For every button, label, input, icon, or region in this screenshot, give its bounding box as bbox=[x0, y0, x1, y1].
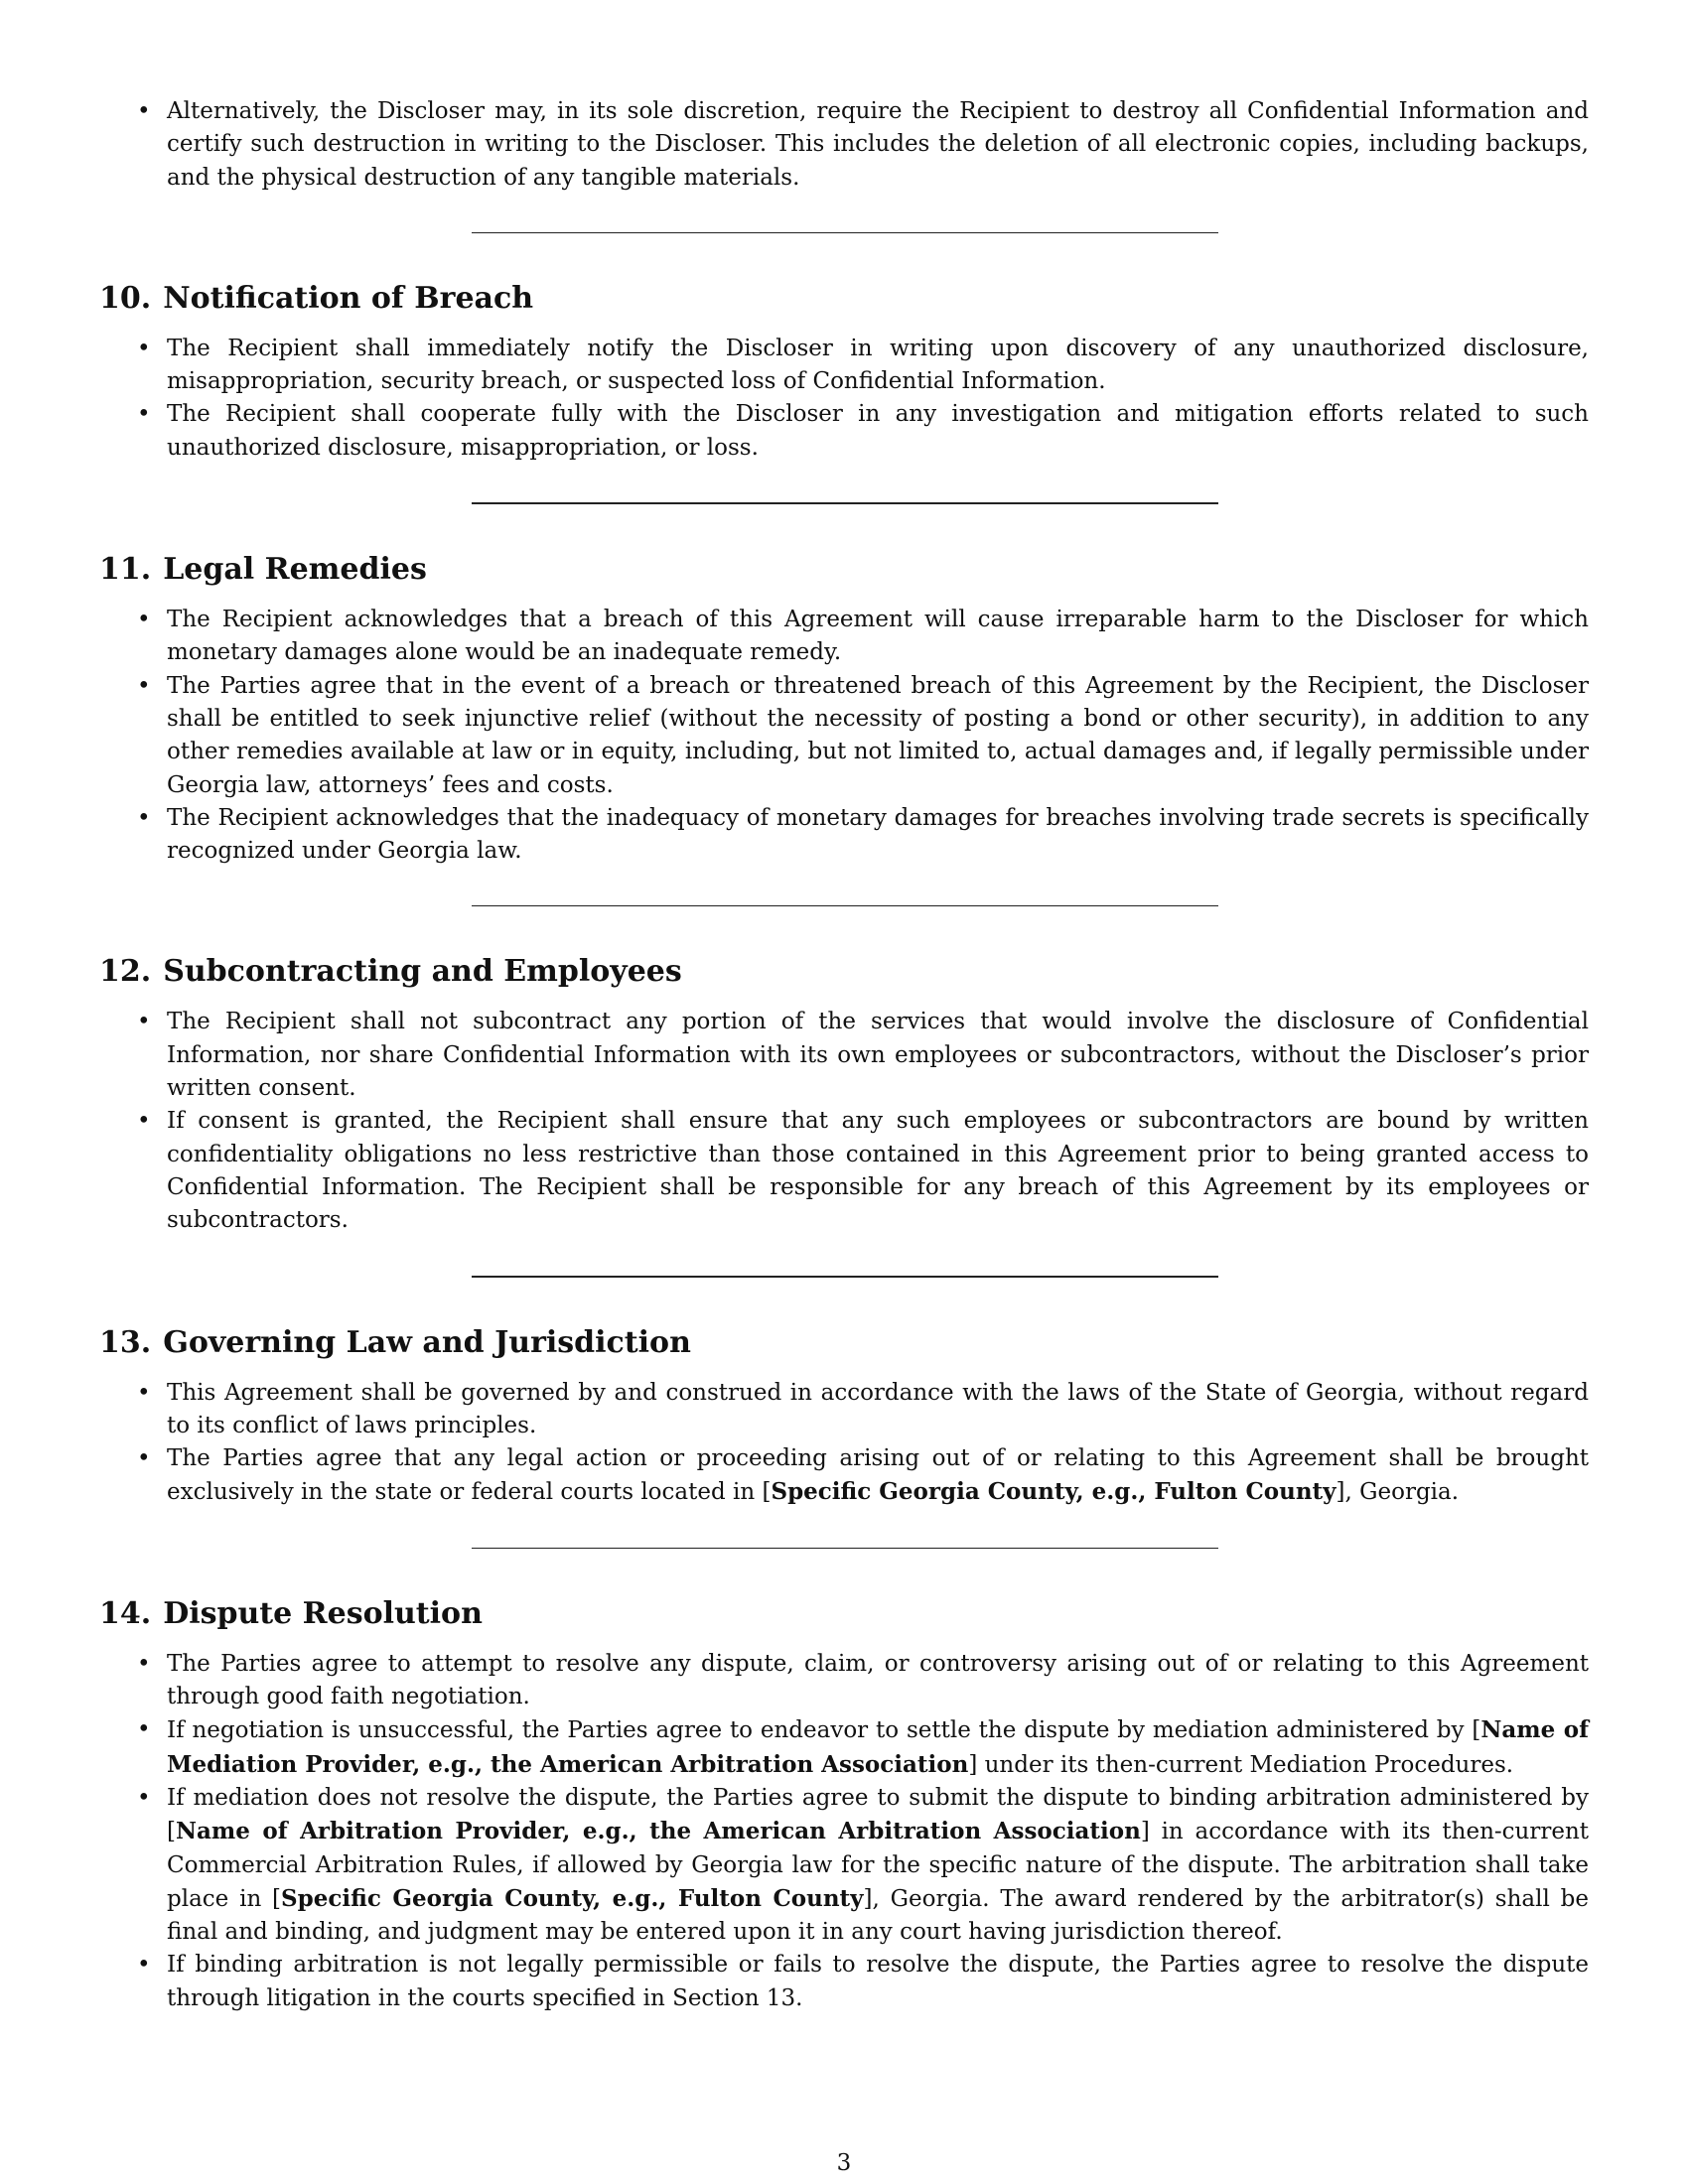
list-item bbox=[99, 1442, 1589, 1510]
list-item bbox=[99, 1782, 1589, 1949]
text-run: The Parties agree that any legal action or proceeding arising out of or relating to this Agreement shall be brought exclusively in the state or federal courts located in [ bbox=[167, 1445, 1589, 1506]
text-run: ] in accordance with its then-current Commercial Arbitration Rules, if allowed by Georgia law for the specific nature of the dispute. The arbitration shall take place in [ bbox=[167, 1819, 1590, 1912]
list-item: • The Recipient shall immediately notify the Discloser in writing upon discovery of any unauthorized disclosure, misappropriation, security breach, or suspected loss of Confidential Information. bbox=[99, 333, 1589, 399]
section-divider bbox=[472, 232, 1218, 233]
placeholder-mediation-provider: Name of Mediation Provider, e.g., the American Arbitration Association bbox=[167, 1716, 1590, 1778]
section-number: 13. bbox=[99, 1324, 152, 1360]
placeholder-arbitration-provider: Name of Arbitration Provider, e.g., the American Arbitration Association bbox=[175, 1818, 1141, 1845]
section-14-list bbox=[99, 1648, 1589, 2015]
section-heading-11 bbox=[99, 550, 1589, 590]
section-heading-13 bbox=[99, 1323, 1589, 1363]
section-12-list bbox=[99, 1006, 1589, 1237]
text-run: If negotiation is unsuccessful, the Parties agree to endeavor to settle the dispute by mediation administered by [ bbox=[167, 1717, 1481, 1744]
list-item bbox=[99, 1713, 1589, 1782]
section-title: Dispute Resolution bbox=[163, 1595, 483, 1631]
list-item: • This Agreement shall be governed by and construed in accordance with the laws of the State of Georgia, without regard to its conflict of laws principles. bbox=[99, 1377, 1589, 1443]
section-number: 14. bbox=[99, 1595, 152, 1631]
list-item: • The Recipient acknowledges that the inadequacy of monetary damages for breaches involving trade secrets is specifically recognized under Georgia law. bbox=[99, 802, 1589, 869]
section-10-list bbox=[99, 333, 1589, 465]
section-divider bbox=[472, 1276, 1218, 1278]
section-title: Legal Remedies bbox=[163, 552, 427, 588]
section-13-list bbox=[99, 1377, 1589, 1510]
section-divider bbox=[472, 905, 1218, 906]
text-run: ], Georgia. The award rendered by the arbitrator(s) shall be final and binding, and judgment may be entered upon it in any court having jurisdiction thereof. bbox=[167, 1885, 1589, 1946]
text-run: ] under its then-current Mediation Procedures. bbox=[968, 1751, 1514, 1778]
list-item: • The Recipient acknowledges that a breach of this Agreement will cause irreparable harm to the Discloser for which monetary damages alone would be an inadequate remedy. bbox=[99, 604, 1589, 670]
list-item: • The Recipient shall cooperate fully with the Discloser in any investigation and mitigation efforts related to such unauthorized disclosure, misappropriation, or loss. bbox=[99, 398, 1589, 465]
section-number: 10. bbox=[99, 280, 152, 316]
section-title: Governing Law and Jurisdiction bbox=[163, 1324, 691, 1360]
intro-bullet-list bbox=[99, 95, 1589, 195]
section-heading-14 bbox=[99, 1594, 1589, 1634]
section-number: 12. bbox=[99, 954, 152, 990]
document-page bbox=[99, 95, 1589, 2015]
list-item: • If consent is granted, the Recipient shall ensure that any such employees or subcontractors are bound by written confidentiality obligations no less restrictive than those contained in this Agreement prior to being granted access to Confidential Information. The Recipient shall be responsible for any breach of this Agreement by its employees or subcontractors. bbox=[99, 1105, 1589, 1237]
section-divider bbox=[472, 1548, 1218, 1549]
list-item: • Alternatively, the Discloser may, in its sole discretion, require the Recipient to destroy all Confidential Information and certify such destruction in writing to the Discloser. This includes the deletion of all electronic copies, including backups, and the physical destruction of any tangible materials. bbox=[99, 95, 1589, 195]
list-item: • The Parties agree to attempt to resolve any dispute, claim, or controversy arising out of or relating to this Agreement through good faith negotiation. bbox=[99, 1648, 1589, 1714]
section-number: 11. bbox=[99, 552, 152, 588]
section-title: Notification of Breach bbox=[163, 280, 534, 316]
section-title: Subcontracting and Employees bbox=[163, 954, 682, 990]
section-heading-12 bbox=[99, 952, 1589, 992]
placeholder-county: Specific Georgia County, e.g., Fulton County bbox=[771, 1478, 1336, 1506]
page-number: 3 bbox=[836, 2150, 852, 2176]
list-item: • The Parties agree that in the event of a breach or threatened breach of this Agreement by the Recipient, the Discloser shall be entitled to seek injunctive relief (without the necessity of posting a bond or other security), in addition to any other remedies available at law or in equity, including, but not limited to, actual damages and, if legally permissible under Georgia law, attorneys’ fees and costs. bbox=[99, 670, 1589, 802]
section-11-list bbox=[99, 604, 1589, 868]
list-item: • The Recipient shall not subcontract any portion of the services that would involve the disclosure of Confidential Information, nor share Confidential Information with its own employees or subcontractors, without the Discloser’s prior written consent. bbox=[99, 1006, 1589, 1105]
list-item: • If binding arbitration is not legally permissible or fails to resolve the dispute, the Parties agree to resolve the dispute through litigation in the courts specified in Section 13. bbox=[99, 1949, 1589, 2015]
section-divider bbox=[472, 502, 1218, 504]
text-run: ], Georgia. bbox=[1336, 1479, 1460, 1506]
text-run: If mediation does not resolve the dispute, the Parties agree to submit the dispute to binding arbitration administered by [ bbox=[167, 1784, 1589, 1845]
section-heading-10 bbox=[99, 279, 1589, 319]
placeholder-county: Specific Georgia County, e.g., Fulton County bbox=[281, 1884, 864, 1912]
